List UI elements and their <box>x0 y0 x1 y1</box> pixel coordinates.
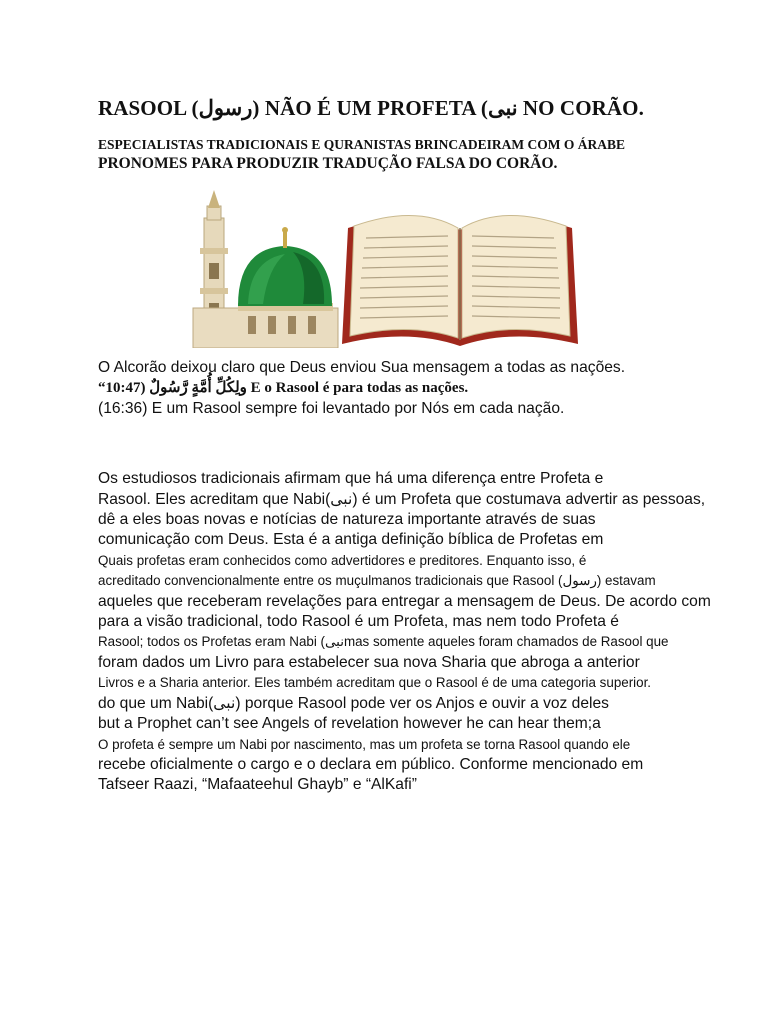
text-line: Tafseer Raazi, “Mafaateehul Ghayb” e “AlKafi” <box>98 776 417 794</box>
text-line: dê a eles boas novas e notícias de natureza importante através de suas <box>98 511 596 529</box>
text-line: Rasool. Eles acreditam que Nabi(نبی) é um Profeta que costumava advertir as pessoas, <box>98 490 706 508</box>
subtitle-line-2: PRONOMES PARA PRODUZIR TRADUÇÃO FALSA DO CORÃO. <box>98 155 558 172</box>
text-line: comunicação com Deus. Esta é a antiga definição bíblica de Profetas em <box>98 531 604 549</box>
text-line: O profeta é sempre um Nabi por nascimento, mas um profeta se torna Rasool quando ele <box>98 736 631 752</box>
text-line: foram dados um Livro para estabelecer sua nova Sharia que abroga a anterior <box>98 653 640 671</box>
text-line: Quais profetas eram conhecidos como advertidores e preditores. Enquanto isso, é <box>98 552 587 568</box>
text-line: recebe oficialmente o cargo e o declara em público. Conforme mencionado em <box>98 755 644 773</box>
mosque-green-dome-icon <box>193 190 338 348</box>
page-title: RASOOL (رسول) NÃO É UM PROFETA (نبی NO CORÃO. <box>98 96 644 120</box>
header-image <box>98 188 658 348</box>
document-page <box>98 96 738 796</box>
text-line: O Alcorão deixou claro que Deus enviou Sua mensagem a todas as nações. <box>98 359 626 376</box>
paragraph-intro <box>98 358 738 419</box>
paragraph-traditional-view <box>98 469 738 796</box>
text-line: but a Prophet can’t see Angels of revelation however he can hear them;a <box>98 715 601 733</box>
text-line: do que um Nabi(نبی) porque Rasool pode ver os Anjos e ouvir a voz deles <box>98 694 609 712</box>
text-line: aqueles que receberam revelações para entregar a mensagem de Deus. De acordo com <box>98 592 711 610</box>
text-line: para a visão tradicional, todo Rasool é um Profeta, mas nem todo Profeta é <box>98 613 619 631</box>
text-line: (16:36) E um Rasool sempre foi levantado por Nós em cada nação. <box>98 399 565 417</box>
text-line: Livros e a Sharia anterior. Eles também acreditam que o Rasool é de uma categoria superior. <box>98 675 652 691</box>
verse-line: “10:47) ولِكُلِّ أُمَّةٍ رَّسُولٌ E o Rasool é para todas as nações. <box>98 380 469 397</box>
open-quran-book-icon <box>342 215 578 346</box>
text-line: Os estudiosos tradicionais afirmam que há uma diferença entre Profeta e <box>98 470 604 488</box>
text-line: Rasool; todos os Profetas eram Nabi (نبیmas somente aqueles foram chamados de Rasool que <box>98 634 669 650</box>
text-line: acreditado convencionalmente entre os muçulmanos tradicionais que Rasool (رسول) estavam <box>98 573 656 589</box>
subtitle-line-1: ESPECIALISTAS TRADICIONAIS E QURANISTAS BRINCADEIRAM COM O ÁRABE <box>98 137 625 152</box>
